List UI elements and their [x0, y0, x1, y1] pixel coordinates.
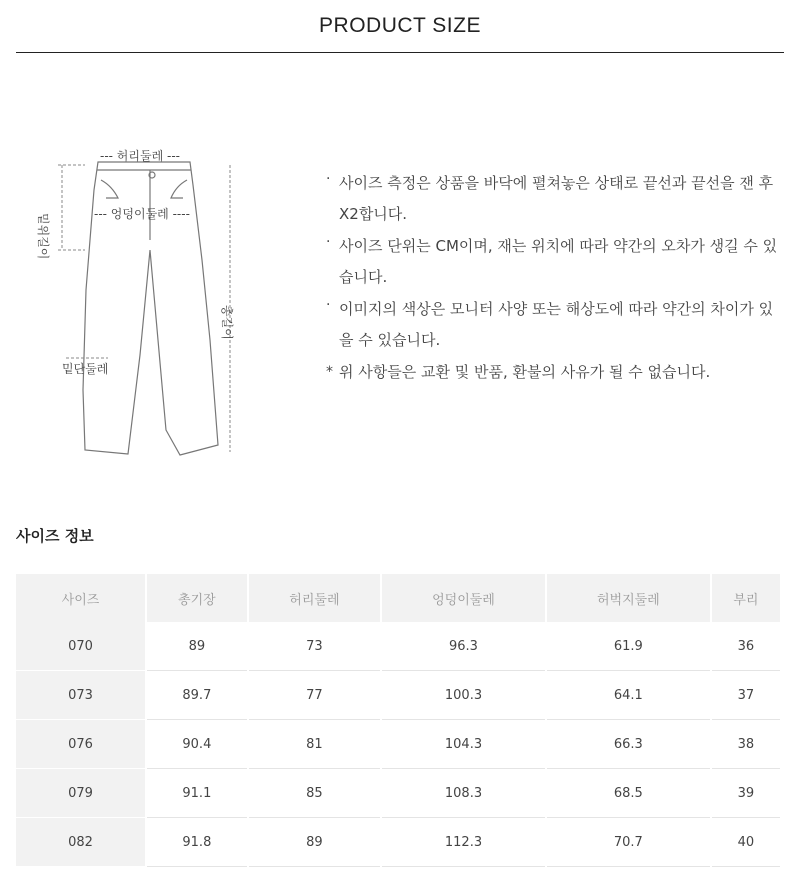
title-divider: [16, 52, 784, 53]
page-title: PRODUCT SIZE: [319, 14, 481, 37]
note-text: 사이즈 단위는 CM이며, 재는 위치에 따라 약간의 오차가 생길 수 있습니다.: [339, 237, 778, 286]
thigh-cell: 61.9: [547, 622, 710, 671]
hem-cell: 38: [712, 720, 780, 769]
size-cell: 073: [16, 671, 145, 720]
size-cell: 076: [16, 720, 145, 769]
hem-cell: 36: [712, 622, 780, 671]
thigh-cell: 70.7: [547, 818, 710, 867]
note-item: [326, 231, 786, 293]
note-item: [326, 294, 786, 356]
waist-cell: 77: [249, 671, 380, 720]
size-info-title: 사이즈 정보: [16, 527, 94, 545]
col-header-length: 총기장: [147, 574, 247, 622]
size-cell: 082: [16, 818, 145, 867]
length-label: 총길이: [220, 305, 234, 340]
table-row: [16, 622, 780, 671]
length-cell: 91.8: [147, 818, 247, 867]
length-cell: 91.1: [147, 769, 247, 818]
hem-cell: 37: [712, 671, 780, 720]
hip-cell: 112.3: [382, 818, 545, 867]
bullet-icon: ·: [326, 297, 331, 313]
waist-label: --- 허리둘레 ---: [100, 149, 180, 163]
col-header-thigh: 허벅지둘레: [547, 574, 710, 622]
size-cell: 070: [16, 622, 145, 671]
table-header-row: [16, 574, 780, 622]
hip-cell: 96.3: [382, 622, 545, 671]
hem-cell: 39: [712, 769, 780, 818]
col-header-hip: 엉덩이둘레: [382, 574, 545, 622]
length-cell: 89: [147, 622, 247, 671]
note-text: 이미지의 색상은 모니터 사양 또는 해상도에 따라 약간의 차이가 있을 수 있습니다.: [339, 300, 774, 349]
table-row: [16, 818, 780, 867]
size-table: [14, 574, 782, 867]
notice-text: 위 사항들은 교환 및 반품, 환불의 사유가 될 수 없습니다.: [339, 363, 711, 381]
table-row: [16, 769, 780, 818]
waist-cell: 73: [249, 622, 380, 671]
thigh-cell: 64.1: [547, 671, 710, 720]
thigh-cell: 68.5: [547, 769, 710, 818]
notice-item: [326, 357, 786, 388]
note-item: [326, 168, 786, 230]
table-row: [16, 671, 780, 720]
col-header-waist: 허리둘레: [249, 574, 380, 622]
hip-label: --- 엉덩이둘레 ----: [94, 207, 190, 221]
pants-illustration: [50, 140, 250, 465]
hem-label: 밑단둘레: [62, 362, 109, 376]
waist-cell: 89: [249, 818, 380, 867]
waist-cell: 85: [249, 769, 380, 818]
hip-cell: 108.3: [382, 769, 545, 818]
rise-label: 밑위길이: [36, 213, 50, 260]
length-cell: 89.7: [147, 671, 247, 720]
hem-cell: 40: [712, 818, 780, 867]
col-header-hem: 부리: [712, 574, 780, 622]
note-text: 사이즈 측정은 상품을 바닥에 펼쳐놓은 상태로 끝선과 끝선을 잰 후 X2합니다.: [339, 174, 774, 223]
bullet-icon: ·: [326, 171, 331, 187]
size-notes: [326, 168, 786, 389]
length-cell: 90.4: [147, 720, 247, 769]
table-row: [16, 720, 780, 769]
size-cell: 079: [16, 769, 145, 818]
col-header-size: 사이즈: [16, 574, 145, 622]
hip-cell: 104.3: [382, 720, 545, 769]
bullet-icon: ·: [326, 234, 331, 250]
asterisk-icon: *: [326, 364, 333, 380]
pants-size-diagram: [36, 140, 250, 465]
thigh-cell: 66.3: [547, 720, 710, 769]
waist-cell: 81: [249, 720, 380, 769]
hip-cell: 100.3: [382, 671, 545, 720]
